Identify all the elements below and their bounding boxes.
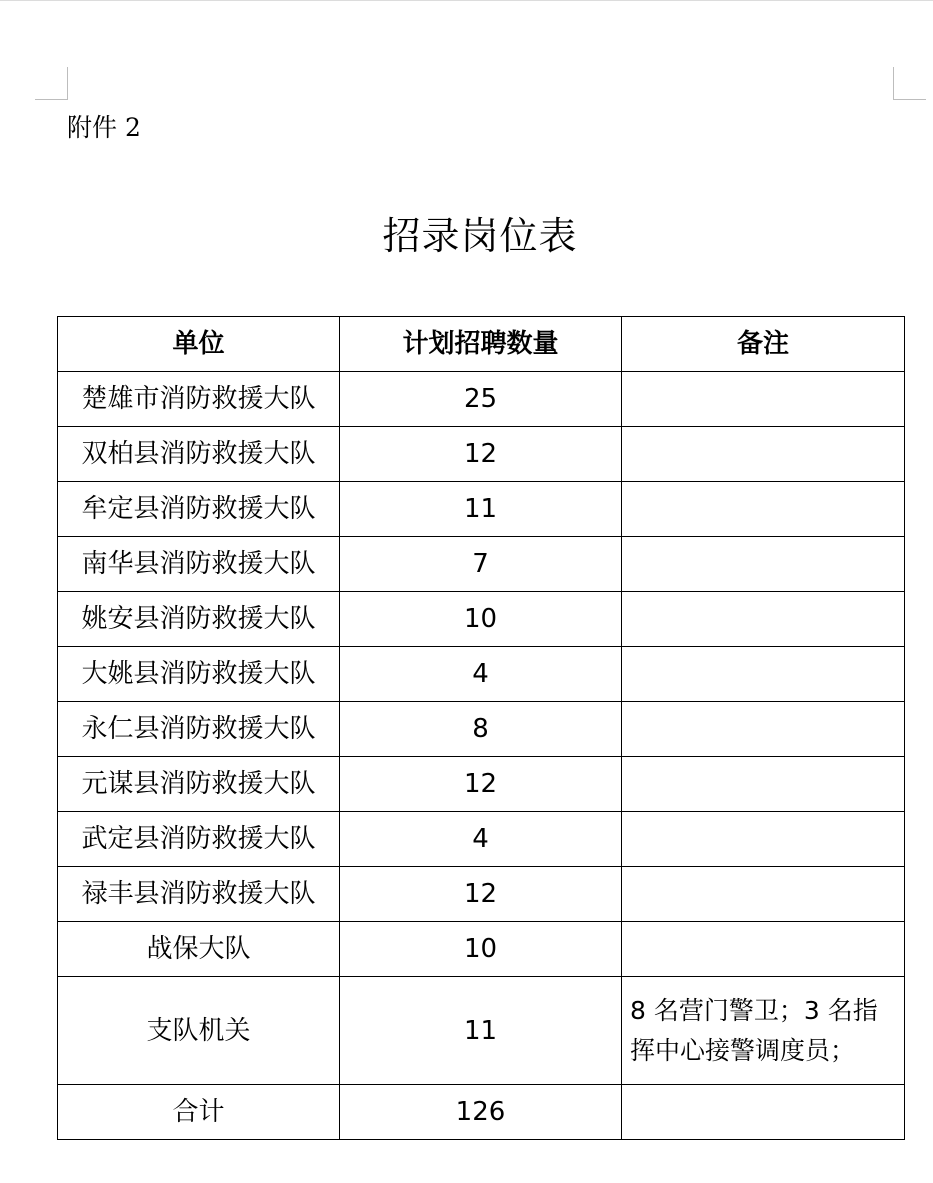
- remark-cell: [622, 592, 905, 647]
- margin-corner-mark-right: [893, 67, 926, 100]
- recruitment-positions-table: [57, 316, 905, 1140]
- table-row: [58, 592, 905, 647]
- remark-cell: [622, 482, 905, 537]
- page-top-border: [0, 0, 933, 1]
- total-count-cell: 126: [340, 1085, 622, 1140]
- table-total-row: [58, 1085, 905, 1140]
- unit-cell: 禄丰县消防救援大队: [58, 867, 340, 922]
- unit-cell: 大姚县消防救援大队: [58, 647, 340, 702]
- count-cell: 11: [340, 482, 622, 537]
- unit-cell: 双柏县消防救援大队: [58, 427, 340, 482]
- remark-cell: [622, 1085, 905, 1140]
- table-row: [58, 647, 905, 702]
- table-row: [58, 812, 905, 867]
- unit-cell: 元谋县消防救援大队: [58, 757, 340, 812]
- remark-cell: [622, 537, 905, 592]
- header-unit: 单位: [58, 317, 340, 372]
- table-row: [58, 482, 905, 537]
- table-row: [58, 427, 905, 482]
- table-row: [58, 922, 905, 977]
- unit-cell: 战保大队: [58, 922, 340, 977]
- margin-corner-mark-left: [35, 67, 68, 100]
- count-cell: 7: [340, 537, 622, 592]
- table-row: [58, 977, 905, 1085]
- total-label-cell: 合计: [58, 1085, 340, 1140]
- unit-cell: 南华县消防救援大队: [58, 537, 340, 592]
- remark-cell: [622, 867, 905, 922]
- remark-cell: [622, 372, 905, 427]
- header-remark: 备注: [622, 317, 905, 372]
- remark-cell: [622, 757, 905, 812]
- unit-cell: 牟定县消防救援大队: [58, 482, 340, 537]
- count-cell: 11: [340, 977, 622, 1085]
- document-title: 招录岗位表: [382, 214, 578, 258]
- count-cell: 4: [340, 812, 622, 867]
- table-row: [58, 757, 905, 812]
- remark-cell: [622, 702, 905, 757]
- remark-cell: [622, 427, 905, 482]
- unit-cell: 姚安县消防救援大队: [58, 592, 340, 647]
- header-planned-count: 计划招聘数量: [340, 317, 622, 372]
- unit-cell: 支队机关: [58, 977, 340, 1085]
- count-cell: 10: [340, 592, 622, 647]
- unit-cell: 永仁县消防救援大队: [58, 702, 340, 757]
- count-cell: 12: [340, 867, 622, 922]
- count-cell: 8: [340, 702, 622, 757]
- attachment-label: 附件 2: [67, 113, 141, 142]
- count-cell: 4: [340, 647, 622, 702]
- unit-cell: 楚雄市消防救援大队: [58, 372, 340, 427]
- table-header-row: [58, 317, 905, 372]
- remark-cell: [622, 647, 905, 702]
- table-row: [58, 867, 905, 922]
- count-cell: 12: [340, 757, 622, 812]
- count-cell: 10: [340, 922, 622, 977]
- unit-cell: 武定县消防救援大队: [58, 812, 340, 867]
- count-cell: 25: [340, 372, 622, 427]
- remark-cell: 8 名营门警卫；3 名指挥中心接警调度员；: [622, 977, 905, 1085]
- remark-cell: [622, 922, 905, 977]
- remark-cell: [622, 812, 905, 867]
- count-cell: 12: [340, 427, 622, 482]
- table-row: [58, 372, 905, 427]
- table-row: [58, 537, 905, 592]
- table-row: [58, 702, 905, 757]
